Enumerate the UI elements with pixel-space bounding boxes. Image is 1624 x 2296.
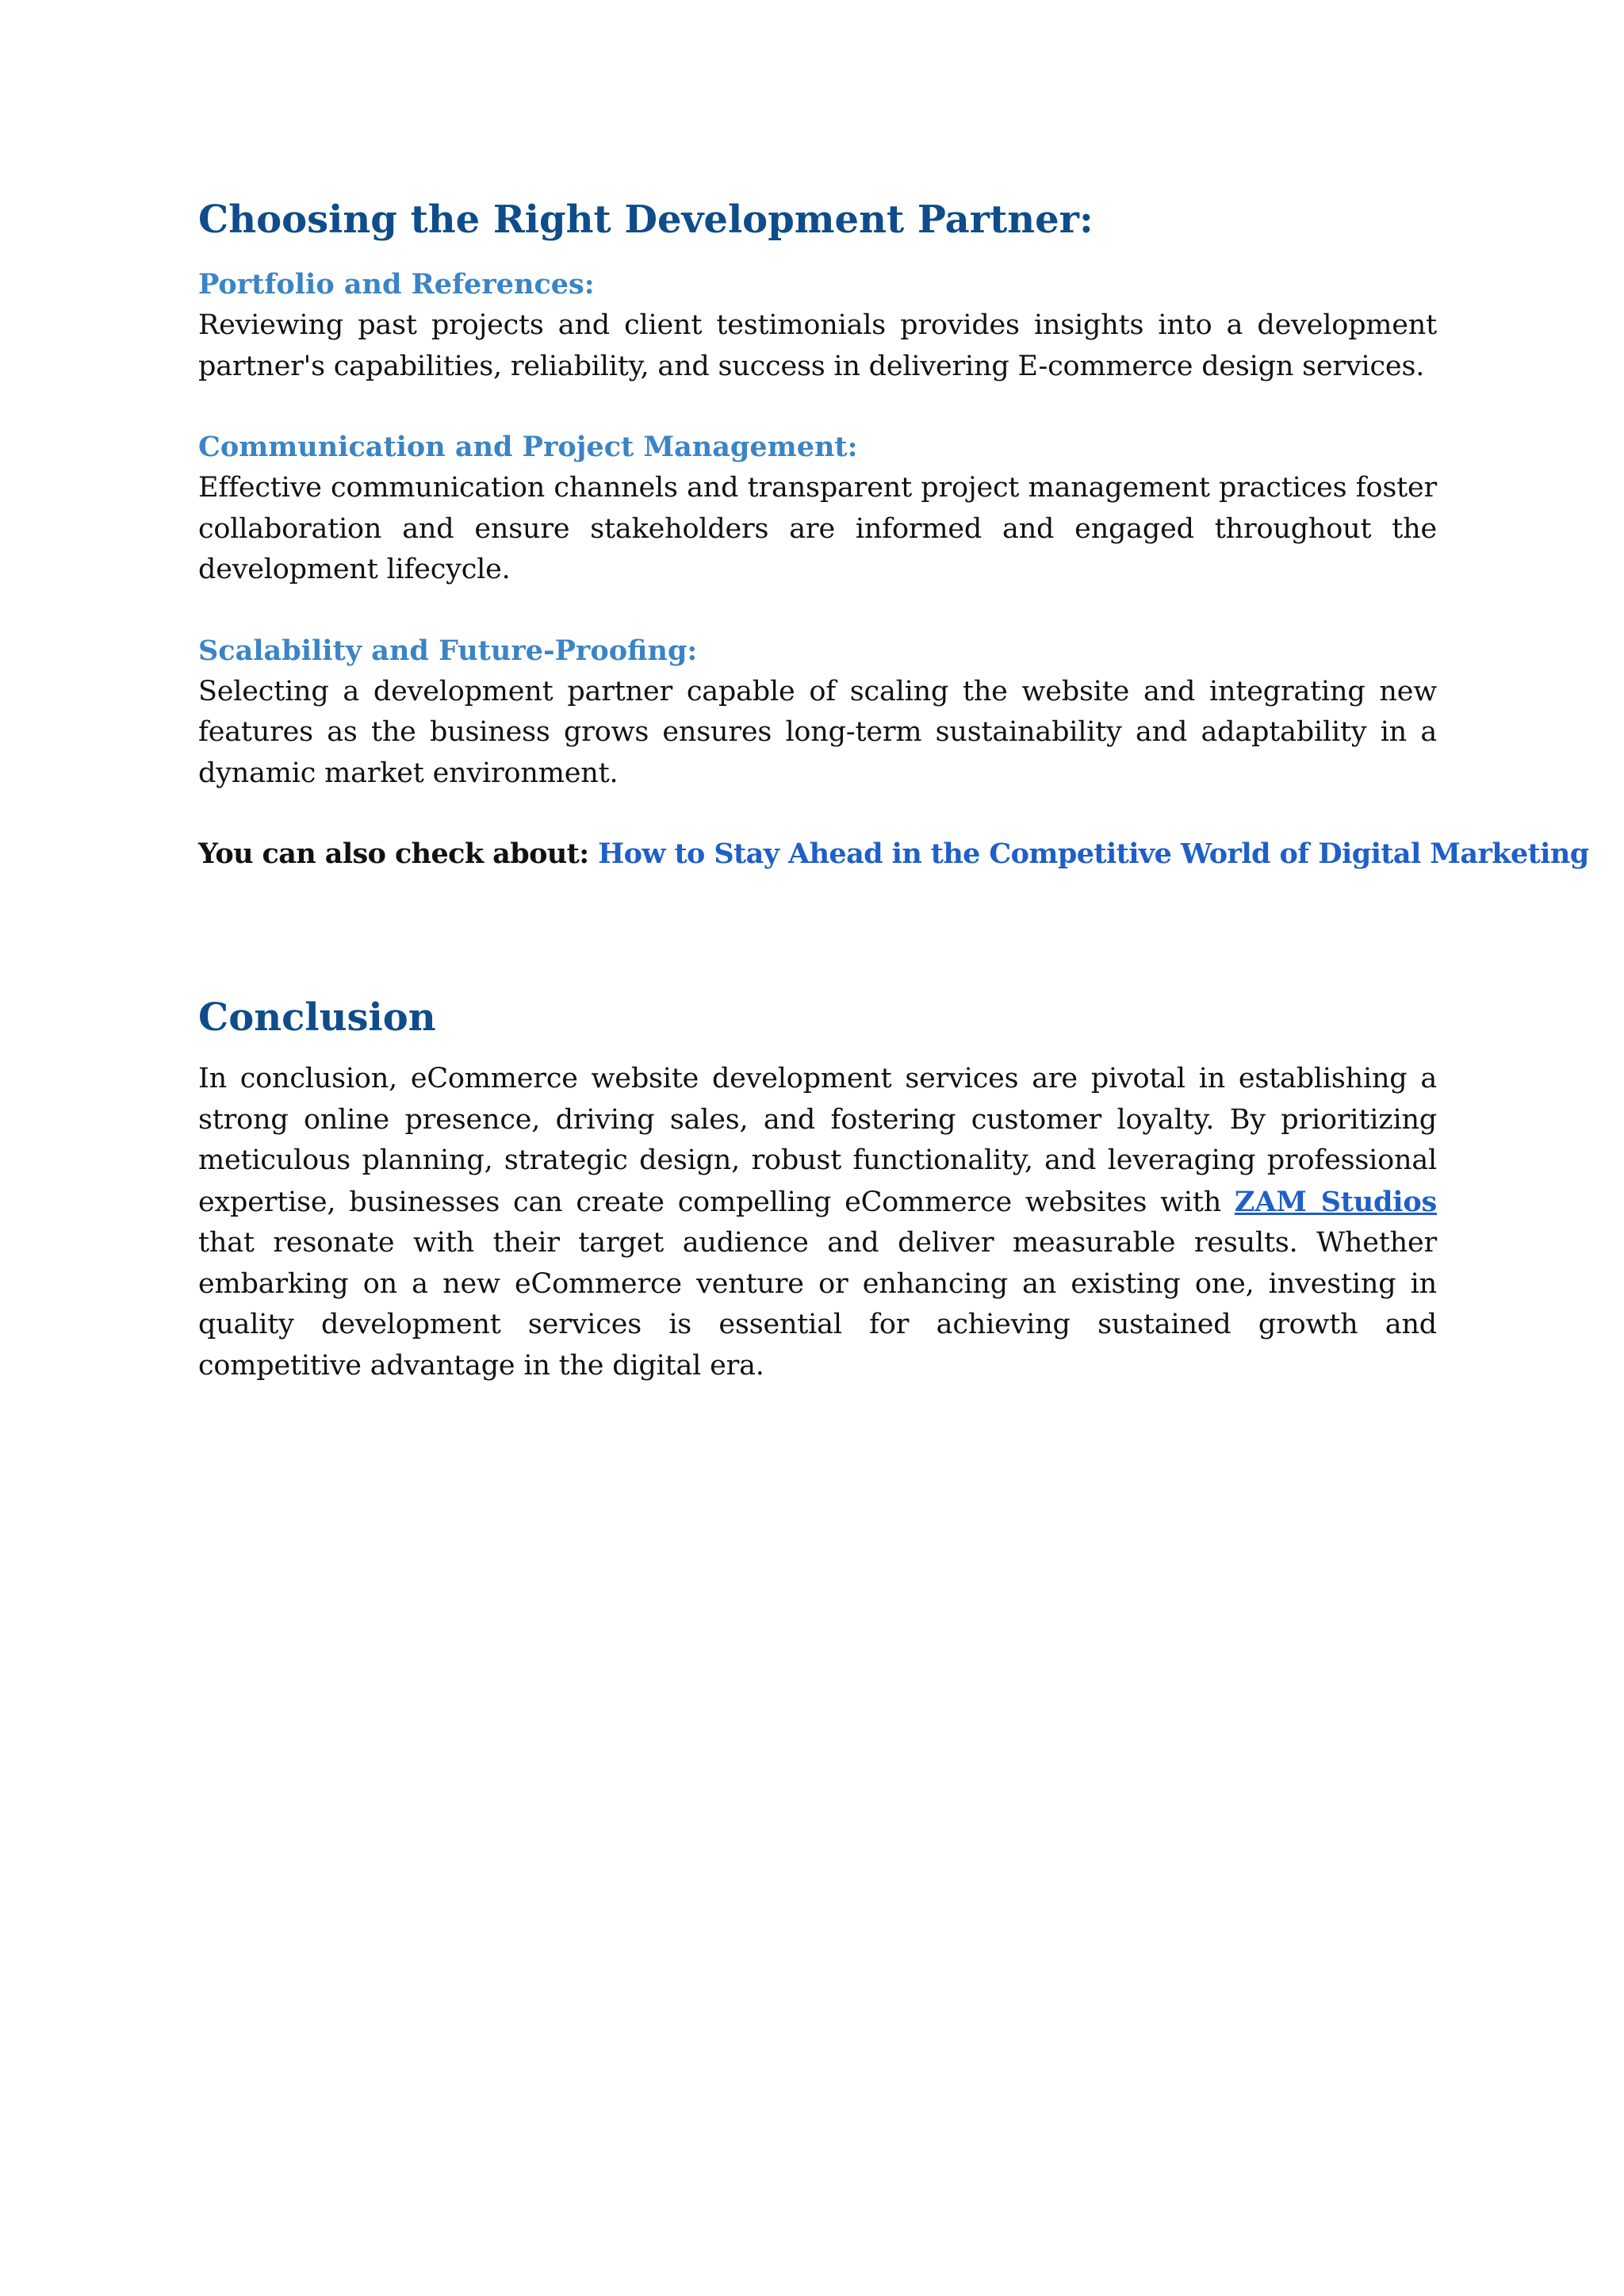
also-check-line [198,834,1589,875]
subsection-body: Effective communication channels and transparent project management practices foster collaboration and ensure stakeholders are informed and engaged throughout the development lifecycle. [198,472,1437,585]
section-portfolio [198,264,1437,387]
also-check-label: You can also check about: [198,838,589,870]
section-scalability [198,631,1437,795]
conclusion-text-part1: In conclusion, eCommerce website development services are pivotal in establishing a strong online presence, driving sales, and fostering customer loyalty. By prioritizing meticulous planning, strategic design, robust functionality, and leveraging professional expertise, businesses can create compelling eCommerce websites with [198,1063,1437,1218]
subsection-body: Reviewing past projects and client testimonials provides insights into a development partner's capabilities, reliability, and success in delivering E-commerce design services. [198,309,1437,382]
subsection-title: Scalability and Future-Proofing: [198,634,698,667]
section-heading: Choosing the Right Development Partner: [198,197,1094,242]
conclusion-text-part2: that resonate with their target audience and deliver measurable results. Whether embarking on a new eCommerce venture or enhancing an existing one, investing in quality development services is essential for achieving sustained growth and competitive advantage in the digital era. [198,1227,1437,1382]
section-communication [198,427,1437,591]
zam-studios-link[interactable]: ZAM Studios [1234,1185,1438,1218]
subsection-body: Selecting a development partner capable of scaling the website and integrating new features as the business grows ensures long-term sustainability and adaptability in a dynamic market environment. [198,675,1437,789]
conclusion-heading: Conclusion [198,995,436,1040]
document-page [198,194,1589,1386]
related-article-link[interactable]: How to Stay Ahead in the Competitive World of Digital Marketing [598,838,1589,870]
conclusion-body [198,1059,1437,1386]
subsection-title: Portfolio and References: [198,268,595,301]
subsection-title: Communication and Project Management: [198,431,858,463]
